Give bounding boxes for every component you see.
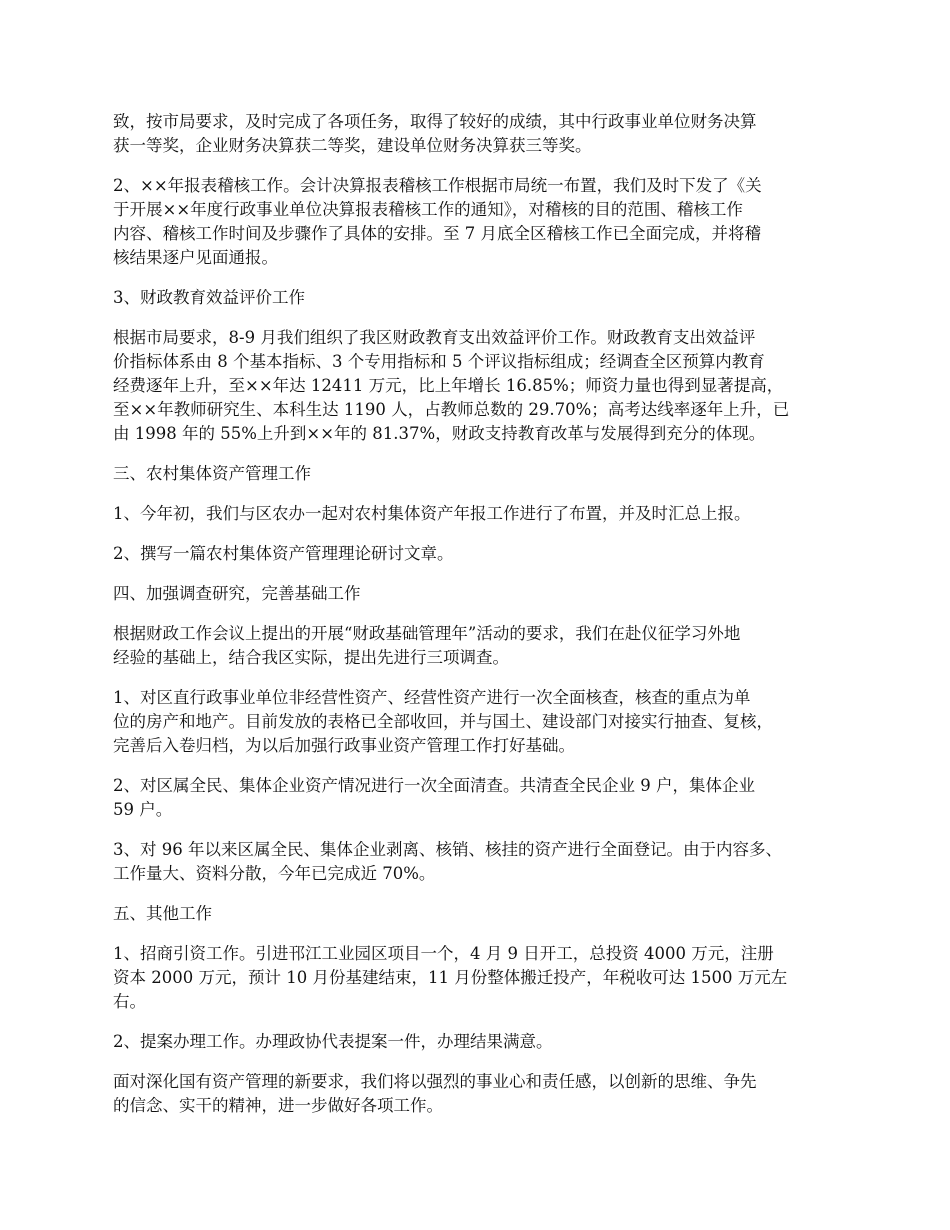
text-line: 核结果逐户见面通报。	[113, 248, 278, 267]
text-line: 三、农村集体资产管理工作	[113, 464, 311, 483]
text-line: 四、加强调查研究，完善基础工作	[113, 584, 361, 603]
text-line: 2、提案办理工作。办理政协代表提案一件，办理结果满意。	[113, 1032, 553, 1051]
text-line: 2、撰写一篇农村集体资产管理理论研讨文章。	[113, 544, 454, 563]
text-line: 根据财政工作会议上提出的开展“财政基础管理年”活动的要求，我们在赴仪征学习外地	[113, 624, 741, 643]
text-line: 的信念、实干的精神，进一步做好各项工作。	[113, 1096, 443, 1115]
document-body	[113, 110, 853, 1134]
text-line: 资本 2000 万元，预计 10 月份基建结束，11 月份整体搬迁投产，年税收可达 1500 万元左	[113, 968, 788, 987]
paragraph	[113, 1070, 853, 1118]
text-line: 1、对区直行政事业单位非经营性资产、经营性资产进行一次全面核查，核查的重点为单	[113, 688, 751, 707]
text-line: 3、对 96 年以来区属全民、集体企业剥离、核销、核挂的资产进行全面登记。由于内容多、	[113, 840, 782, 859]
text-line: 根据市局要求，8-9 月我们组织了我区财政教育支出效益评价工作。财政教育支出效益评	[113, 328, 756, 347]
text-line: 获一等奖，企业财务决算获二等奖，建设单位财务决算获三等奖。	[113, 136, 592, 155]
section-heading	[113, 286, 853, 310]
text-line: 工作量大、资料分散，今年已完成近 70%。	[113, 864, 436, 883]
text-line: 1、招商引资工作。引进邗江工业园区项目一个，4 月 9 日开工，总投资 4000 万元，注册	[113, 944, 774, 963]
paragraph	[113, 502, 853, 526]
text-line: 价指标体系由 8 个基本指标、3 个专用指标和 5 个评议指标组成；经调查全区预算内教育	[113, 352, 765, 371]
text-line: 于开展××年度行政事业单位决算报表稽核工作的通知》，对稽核的目的范围、稽核工作	[113, 200, 743, 219]
text-line: 由 1998 年的 55%上升到××年的 81.37%，财政支持教育改革与发展得到充分的体现。	[113, 424, 766, 443]
text-line: 致，按市局要求，及时完成了各项任务，取得了较好的成绩，其中行政事业单位财务决算	[113, 112, 757, 131]
paragraph	[113, 838, 853, 886]
paragraph	[113, 542, 853, 566]
section-heading	[113, 462, 853, 486]
text-line: 1、今年初，我们与区农办一起对农村集体资产年报工作进行了布置，并及时汇总上报。	[113, 504, 751, 523]
paragraph	[113, 622, 853, 670]
paragraph	[113, 942, 853, 1014]
text-line: 完善后入卷归档，为以后加强行政事业资产管理工作打好基础。	[113, 736, 575, 755]
text-line: 面对深化国有资产管理的新要求，我们将以强烈的事业心和责任感，以创新的思维、争先	[113, 1072, 757, 1091]
paragraph	[113, 110, 853, 158]
paragraph	[113, 1030, 853, 1054]
text-line: 2、××年报表稽核工作。会计决算报表稽核工作根据市局统一布置，我们及时下发了《关	[113, 176, 762, 195]
paragraph	[113, 174, 853, 270]
section-heading	[113, 902, 853, 926]
text-line: 经验的基础上，结合我区实际，提出先进行三项调查。	[113, 648, 509, 667]
text-line: 至××年教师研究生、本科生达 1190 人，占教师总数的 29.70%；高考达线率逐年上升，已	[113, 400, 790, 419]
text-line: 59 户。	[113, 800, 173, 819]
text-line: 3、财政教育效益评价工作	[113, 288, 305, 307]
paragraph	[113, 686, 853, 758]
paragraph	[113, 326, 853, 446]
paragraph	[113, 774, 853, 822]
text-line: 经费逐年上升，至××年达 12411 万元，比上年增长 16.85%；师资力量也得到显著提高，	[113, 376, 784, 395]
text-line: 内容、稽核工作时间及步骤作了具体的安排。至 7 月底全区稽核工作已全面完成，并将稽	[113, 224, 761, 243]
text-line: 五、其他工作	[113, 904, 212, 923]
text-line: 位的房产和地产。目前发放的表格已全部收回，并与国土、建设部门对接实行抽查、复核，	[113, 712, 773, 731]
text-line: 右。	[113, 992, 146, 1011]
section-heading	[113, 582, 853, 606]
text-line: 2、对区属全民、集体企业资产情况进行一次全面清查。共清查全民企业 9 户，集体企业	[113, 776, 755, 795]
